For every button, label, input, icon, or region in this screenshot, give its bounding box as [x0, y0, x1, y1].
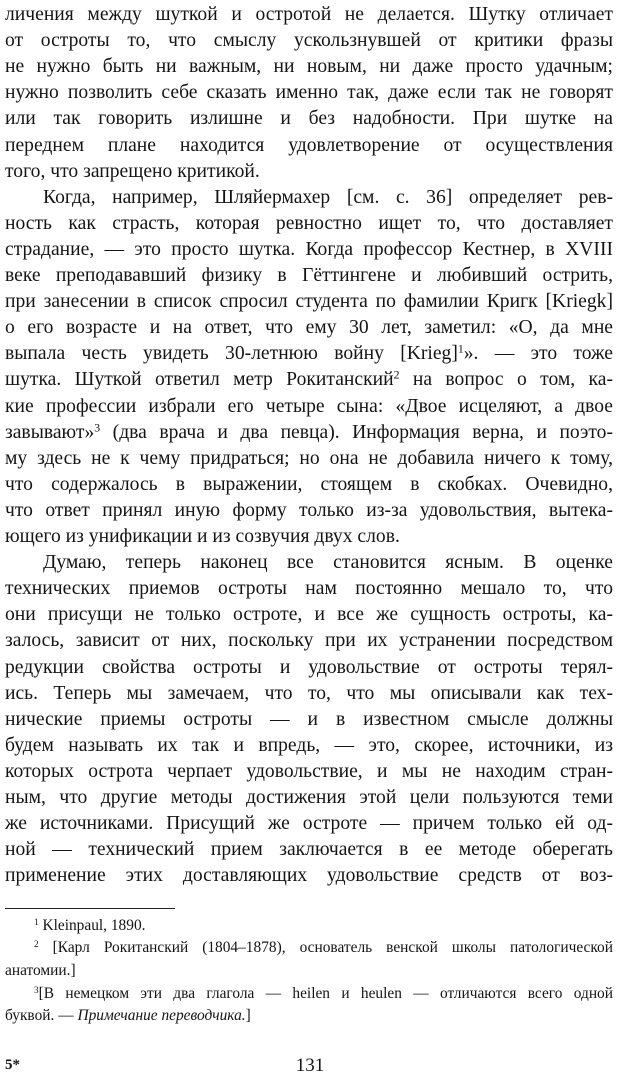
footnote-text: анатомии.] [5, 962, 76, 979]
line-text-cont: на вопрос о том, ка- [399, 369, 613, 391]
text-line [5, 28, 613, 54]
text-line [5, 211, 613, 237]
line-text: что содержалось в выражении, стоящем в скобках. Очевидно, [5, 473, 613, 495]
line-text: или так говорить излишне и без надобности. При шутке на [5, 108, 613, 130]
line-text: же источниками. Присущий же остроте — причем только ей од- [5, 813, 613, 835]
line-text: веке преподававший физику в Гёттингене и любивший острить, [5, 265, 613, 286]
text-line [5, 759, 613, 785]
footnote-text: [Карл Рокитанский (1804–1878), основатель венской школы патологической [38, 939, 613, 956]
footnote-ref: 2 [393, 368, 400, 382]
line-text: кие профессии избрали его четыре сына: «Двое исцеляют, а двое [5, 395, 613, 417]
line-text: при занесении в список спросил студента по фамилии Кригк [Kriegk] [5, 291, 613, 313]
line-text: которых острота черпает удовольствие, и мы не находим стран- [5, 760, 613, 782]
footnote-text-cont: ] [245, 1007, 251, 1024]
text-line [5, 106, 613, 132]
text-line [5, 263, 613, 289]
line-text: шутка. Шуткой ответил метр Рокитанский [5, 369, 394, 391]
line-text: технических приемов остроты нам постоянно мешало то, что [5, 578, 613, 600]
text-line [5, 446, 613, 472]
line-text: того, что запрещено критикой. [5, 160, 260, 182]
line-text: нужно позволить себе сказать именно так, даже если так не говорят [5, 82, 613, 104]
footnote-line [34, 983, 613, 1005]
footnote-line [5, 960, 613, 982]
text-line [5, 837, 613, 863]
text-line [5, 133, 613, 159]
line-text: что ответ принял иную форму только из-за удовольствия, вытека- [5, 499, 613, 521]
signature-marker: 5* [5, 1057, 20, 1073]
text-line [5, 54, 613, 80]
footnote-number: 1 [34, 916, 39, 927]
text-line [5, 289, 613, 315]
line-text: ность как страсть, которая ревностно ищет то, что доставляет [5, 212, 613, 234]
text-line [5, 576, 613, 602]
footnote-text: Kleinpaul, 1890. [38, 917, 146, 934]
text-line [5, 367, 613, 393]
text-line [5, 394, 613, 420]
footnote-text: буквой. — [5, 1007, 78, 1024]
footnote-separator [5, 908, 175, 909]
translator-note: Примечание переводчика. [77, 1007, 246, 1024]
line-text: от остроты то, что смыслу ускользнувшей от критики фразы [5, 30, 613, 52]
footnote-line [5, 1005, 613, 1027]
line-text: ной — технический прием заключается в ее методе оберегать [5, 839, 613, 861]
line-text: не нужно быть ни важным, ни новым, ни даже просто удачным; [5, 56, 613, 78]
text-line [5, 159, 613, 185]
text-line [5, 602, 613, 628]
line-text: личения между шуткой и остротой не делается. Шутку отличает [5, 4, 613, 25]
text-line [5, 80, 613, 106]
line-text: редукции свойства остроты и удовольствие от остроты терял- [5, 656, 613, 678]
text-line [5, 863, 613, 889]
line-text-cont: ». — это тоже [463, 343, 613, 365]
line-text: ным, что другие методы достижения этой цели пользуются теми [5, 787, 613, 808]
line-text: залось, зависит от них, поскольку при их устранении посредством [5, 630, 613, 652]
text-line [5, 811, 613, 837]
line-text: Думаю, теперь наконец все становится ясным. В оценке [43, 552, 613, 574]
text-line [5, 628, 613, 654]
text-line [5, 707, 613, 733]
text-line [43, 550, 613, 576]
line-text: Когда, например, Шляйермахер [см. с. 36] определяет рев- [43, 186, 613, 208]
text-line [5, 733, 613, 759]
page-number: 131 [295, 1055, 325, 1076]
line-text: применение этих доставляющих удовольствие средств от воз- [5, 865, 613, 887]
text-line [5, 237, 613, 263]
line-text: ись. Теперь мы замечаем, что то, что мы описывали как тех- [5, 682, 613, 704]
text-line [5, 315, 613, 341]
line-text: они присущи не только остроте, и все же сущность остроты, ка- [5, 604, 613, 626]
footnote-number: 3 [34, 984, 39, 995]
footnote-text: [В немецком эти два глагола — heilen и heulen — отличаются всего одной [38, 985, 613, 1002]
text-line [5, 681, 613, 707]
line-text: му здесь не к чему придраться; но она не добавила ничего к тому, [5, 447, 613, 469]
footnote-number: 2 [34, 938, 39, 949]
text-line [5, 655, 613, 681]
footnote-ref: 1 [457, 342, 464, 356]
footnote-line [34, 937, 613, 959]
line-text: выпала честь увидеть 30-летнюю войну [Krieg] [5, 343, 458, 365]
text-line [5, 2, 613, 28]
line-text-cont: (два врача и два певца). Информация верна, и поэто- [100, 421, 613, 443]
footnote-line [34, 915, 613, 937]
text-line [43, 185, 613, 211]
text-line [5, 341, 613, 367]
line-text: ющего из унификации и из созвучия двух слов. [5, 526, 400, 547]
line-text: будем называть их так и впредь, — это, скорее, источники, из [5, 734, 613, 756]
text-line [5, 524, 613, 550]
text-line [5, 785, 613, 811]
line-text: завывают» [5, 421, 95, 443]
footnote-ref: 3 [94, 421, 101, 435]
line-text: о его возрасте и на ответ, что ему 30 лет, заметил: «О, да мне [5, 317, 613, 339]
line-text: нические приемы остроты — и в известном смысле должны [5, 708, 613, 730]
text-line [5, 420, 613, 446]
text-line [5, 472, 613, 498]
line-text: страдание, — это просто шутка. Когда профессор Кестнер, в XVIII [5, 238, 613, 260]
text-line [5, 498, 613, 524]
line-text: переднем плане находится удовлетворение от осуществления [5, 134, 613, 156]
